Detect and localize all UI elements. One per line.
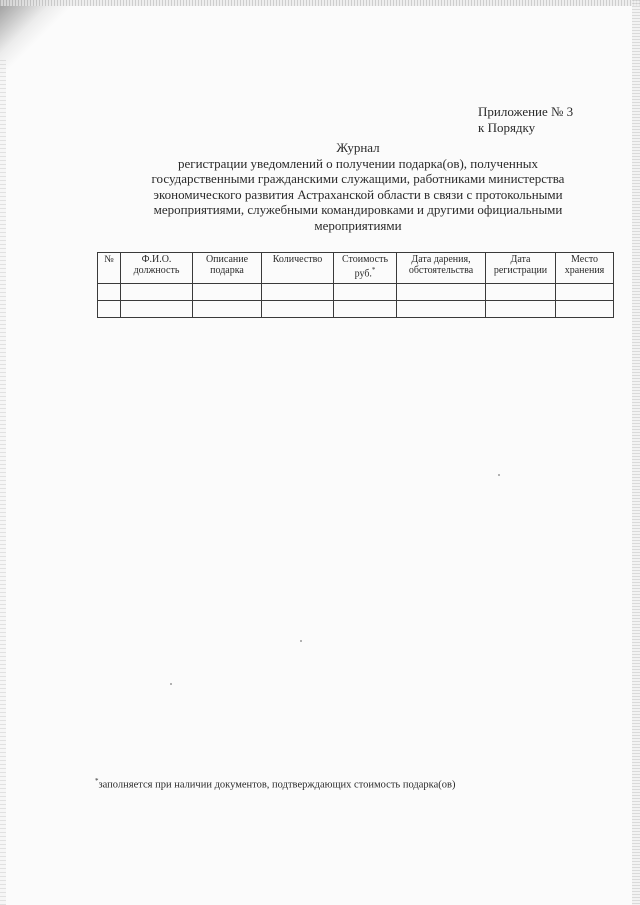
table-cell xyxy=(262,301,334,318)
appendix-reference: к Порядку xyxy=(478,120,536,135)
column-header-number: № xyxy=(98,253,121,284)
table-cell xyxy=(397,284,486,301)
footnote xyxy=(95,777,455,791)
table-cell xyxy=(486,284,556,301)
column-header-quantity: Количество xyxy=(262,253,334,284)
scan-top-edge xyxy=(0,0,640,6)
table-cell xyxy=(556,301,614,318)
column-header-gift-description: Описание подарка xyxy=(193,253,262,284)
registration-journal-table xyxy=(97,252,614,318)
scan-left-edge xyxy=(0,60,6,905)
column-header-storage-place: Место хранения xyxy=(556,253,614,284)
title-line: мероприятиями xyxy=(314,217,402,233)
appendix-number: Приложение № 3 xyxy=(478,104,574,119)
table-cell xyxy=(98,301,121,318)
title-line: мероприятиями, служебными командировками и другими официальными xyxy=(153,202,563,217)
footnote-mark: * xyxy=(371,266,376,274)
table-cell xyxy=(98,284,121,301)
scan-fold-corner xyxy=(0,0,90,80)
table-cell xyxy=(121,301,193,318)
scan-speck xyxy=(170,683,172,685)
journal-title xyxy=(96,140,620,233)
scan-speck xyxy=(300,640,302,642)
scan-speck xyxy=(498,474,500,476)
table-cell xyxy=(556,284,614,301)
title-line: экономического развития Астраханской области в связи с протокольными xyxy=(153,186,563,202)
table-cell xyxy=(397,301,486,318)
table-row xyxy=(98,301,614,318)
title-heading: Журнал xyxy=(336,140,380,155)
scan-right-edge xyxy=(632,0,640,905)
appendix-note xyxy=(478,104,573,136)
title-line: регистрации уведомлений о получении подарка(ов), полученных xyxy=(177,155,539,171)
column-header-registration-date: Дата регистрации xyxy=(486,253,556,284)
table-cell xyxy=(193,284,262,301)
column-header-cost: Стоимость руб.* xyxy=(334,253,397,284)
table-header-row xyxy=(98,253,614,284)
footnote-text: заполняется при наличии документов, подтверждающих стоимость подарка(ов) xyxy=(98,779,456,791)
title-line: государственными гражданскими служащими, работниками министерства xyxy=(151,171,565,186)
column-header-name-position: Ф.И.О. должность xyxy=(121,253,193,284)
table-cell xyxy=(486,301,556,318)
table-cell xyxy=(193,301,262,318)
table-row xyxy=(98,284,614,301)
table-cell xyxy=(262,284,334,301)
table-cell xyxy=(334,284,397,301)
table-cell xyxy=(121,284,193,301)
footnote-mark: * xyxy=(95,777,99,785)
table-cell xyxy=(334,301,397,318)
column-header-gift-date: Дата дарения, обстоятельства xyxy=(397,253,486,284)
